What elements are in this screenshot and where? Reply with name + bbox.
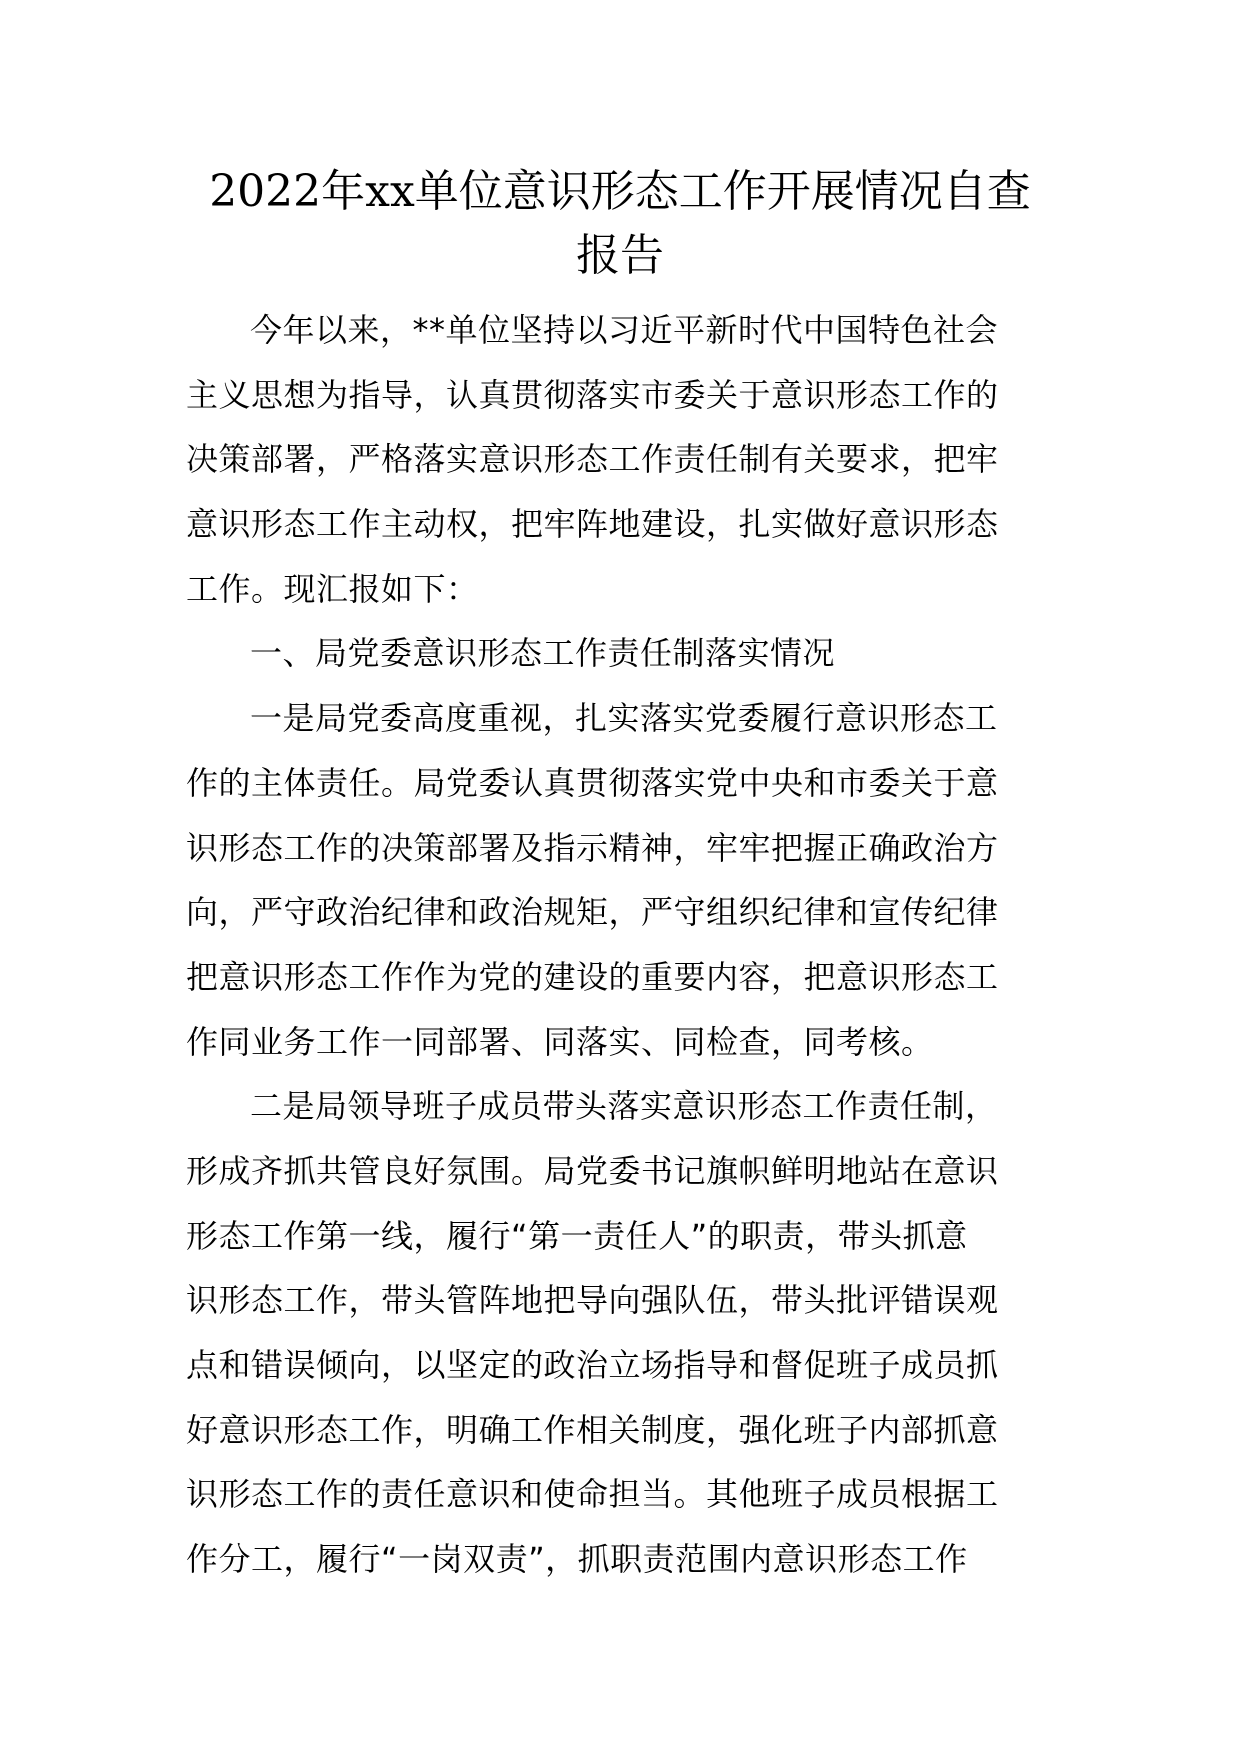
title-line-1: 2022年xx单位意识形态工作开展情况自查: [209, 166, 1031, 217]
document-body: [186, 298, 1054, 1592]
paragraph-line: 决策部署，严格落实意识形态工作责任制有关要求，把牢: [186, 440, 999, 479]
paragraph-line: 形成齐抓共管良好氛围。局党委书记旗帜鲜明地站在意识: [186, 1151, 999, 1190]
paragraph-line: 主义思想为指导，认真贯彻落实市委关于意识形态工作的: [186, 375, 999, 414]
paragraph-line: 好意识形态工作，明确工作相关制度，强化班子内部抓意: [186, 1410, 999, 1449]
paragraph-line: 今年以来，**单位坚持以习近平新时代中国特色社会: [250, 311, 999, 349]
section-heading: 一、局党委意识形态工作责任制落实情况: [250, 634, 836, 673]
paragraph-line: 作分工，履行“一岗双责”，抓职责范围内意识形态工作: [186, 1540, 968, 1579]
paragraph-line: 意识形态工作主动权，把牢阵地建设，扎实做好意识形态: [186, 505, 999, 544]
paragraph-line: 作同业务工作一同部署、同落实、同检查，同考核。: [186, 1022, 934, 1061]
paragraph-line: 识形态工作的决策部署及指示精神，牢牢把握正确政治方: [186, 828, 999, 867]
paragraph-line: 工作。现汇报如下：: [186, 569, 479, 608]
title-line-2: 报告: [576, 230, 664, 281]
paragraph-line: 形态工作第一线，履行“第一责任人”的职责，带头抓意: [186, 1216, 968, 1255]
paragraph-line: 作的主体责任。局党委认真贯彻落实党中央和市委关于意: [186, 763, 999, 802]
paragraph-line: 识形态工作，带头管阵地把导向强队伍，带头批评错误观: [186, 1281, 999, 1320]
paragraph-line: 二是局领导班子成员带头落实意识形态工作责任制，: [250, 1087, 998, 1126]
paragraph-line: 点和错误倾向，以坚定的政治立场指导和督促班子成员抓: [186, 1346, 999, 1384]
paragraph-line: 把意识形态工作作为党的建设的重要内容，把意识形态工: [186, 957, 999, 996]
paragraph-line: 一是局党委高度重视，扎实落实党委履行意识形态工: [250, 699, 998, 738]
paragraph-line: 识形态工作的责任意识和使命担当。其他班子成员根据工: [186, 1475, 999, 1514]
document-title: [170, 160, 1070, 288]
paragraph-line: 向，严守政治纪律和政治规矩，严守组织纪律和宣传纪律: [186, 893, 999, 932]
